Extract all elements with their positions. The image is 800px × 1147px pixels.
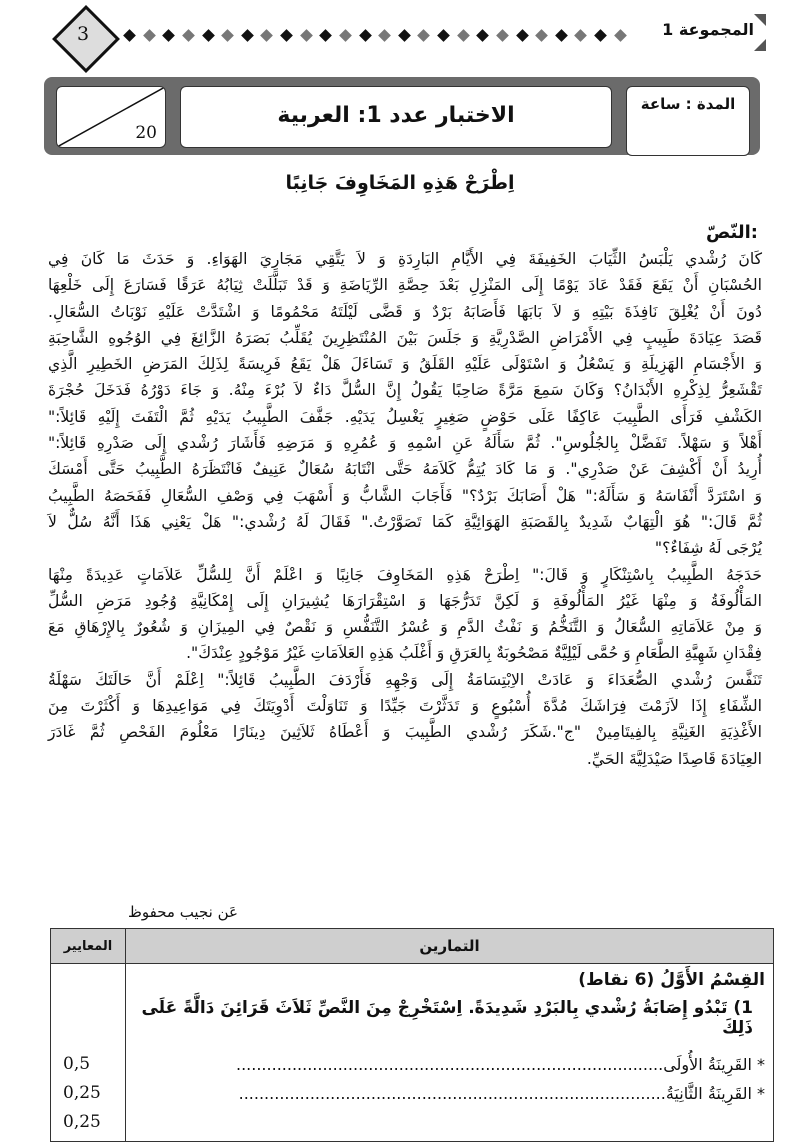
passage-line: قَصَدَ عِيَادَةَ طَبِيبٍ فِي الأَمْرَاضِ الصَّدْرِيَّةِ وَ جَلَسَ بَيْنَ المُنْتَظِرِينَ يُقَلِّبُ بَصَرَهُ الزَّائِغَ فِي الوُجُوهِ الشَّاحِبَةِ: [48, 328, 762, 347]
passage-line: وَ اسْتَرَدَّ أَنْفَاسَهُ وَ سَأَلَهُ:" هَلْ أَصَابَكَ بَرْدٌ؟" فَأَجَابَ الشَّابُّ وَ أَسْهَبَ فِي وَصْفِ السُّعَالِ فَفَحَصَهُ الطَّبِيبُ: [48, 486, 762, 505]
exercises-table: [50, 928, 774, 1142]
passage-line: أَهْلاً وَ سَهْلاً. تَفَضَّلْ بِالجُلُوسِ". ثُمَّ سَأَلَهُ عَنِ اسْمِهِ وَ عُمُرِهِ وَ مَرَضِهِ فَأَشَارَ رُشْدي إِلَى صَدْرِهِ قَائِلاً:": [48, 434, 762, 453]
passage-line: كَانَ رُشْدي يَلْبَسُ الثِّيَابَ الخَفِيفَةَ فِي الأَيَّامِ البَارِدَةِ وَ لاَ يَتَّقِي مَجَارِيَ الهَوَاءِ. وَ حَدَثَ مَا كَانَ فِي: [48, 250, 762, 268]
passage-line: المَأْلُوفَةُ وَ مِنْهَا غَيْرُ المَأْلُوفَةِ وَ لَكِنَّ تَدَرُّجَهَا وَ اسْتِقْرَارَهَا يُشِيرَانِ إِلَى إِمْكَانِيَّةِ وُجُودِ مَرَضِ السُّلِّ: [48, 591, 762, 610]
passage-line: وَ مِنْ عَلاَمَاتِهِ السُّعَالُ وَ التَّنَخُّمُ وَ نَفْثُ الدَّمِ وَ عُسْرُ التَّنَفُّسِ وَ نَقْصٌ فِي المِيزَانِ وَ شُعُورٌ بِالإِرْهَاقِ مَعَ: [48, 618, 762, 637]
text-title: اِطْرَحْ هَذِهِ المَخَاوِفَ جَانِبًا: [285, 172, 515, 194]
criteria-header: المعايير: [51, 929, 126, 964]
question-1: 1) تَبْدُو إِصَابَةُ رُشْدي بِالبَرْدِ شَدِيدَةً. اِسْتَخْرِجْ مِنَ النَّصِّ ثَلاَثَ قَرَائِنَ دَالَّةً عَلَى ذَلِكَ: [141, 998, 753, 1038]
passage-line: تَنَفَّسَ رُشْدي الصُّعَدَاءَ وَ عَادَتْ الاِبْتِسَامَةُ إِلَى وَجْهِهِ فَأَرْدَفَ الطَّبِيبُ قَائِلاً:" اِعْلَمْ أَنَّ حَالَتَكَ سَهْلَةُ: [48, 670, 762, 689]
passage: [48, 246, 762, 772]
answer-line-blank: [134, 1108, 765, 1137]
passage-line: الحُسْبَانِ أَنْ يَقَعَ فَقَدْ عَادَ يَوْمًا إِلَى المَنْزِلِ بَعْدَ حِصَّةِ الرِّيَاضَةِ وَ قَدْ تَبَلَّلَتْ ثِيَابُهُ عَرَقًا فَسَارَعَ إِلَى خَلْعِهَا: [48, 276, 762, 295]
exercises-header: التمارين: [126, 929, 774, 964]
score-box: [56, 86, 166, 148]
passage-line: يُرْجَى لَهُ شِفَاءٌ؟": [654, 539, 762, 558]
exam-header: [44, 77, 760, 155]
page-number: 3: [76, 23, 90, 45]
exercises-cell: [126, 964, 774, 1142]
group-label: المجموعة 1: [654, 16, 762, 43]
passage-line: تَقْشَعِرُّ لِذِكْرِهِ الأَبْدَانُ؟ وَكَانَ سَمِعَ مَرَّةً صَاحِبًا يَقُولُ إِنَّ السُّلَّ دَاءٌ لاَ بُرْءَ مِنْهُ. وَ جَاءَ دَوْرُهُ فَدَخَلَ حُجْرَةَ: [48, 381, 762, 400]
section-title: القِسْمُ الأَوَّلُ (6 نقاط): [578, 970, 765, 990]
exam-title: الاختبار عدد 1: العربية: [180, 86, 612, 148]
page-number-badge: [52, 5, 114, 67]
exam-duration: المدة : ساعة: [626, 86, 750, 156]
criterion-score: 0,25: [63, 1112, 101, 1132]
passage-line: العِيَادَةَ قَاصِدًا صَيْدَلِيَّةَ الحَيِّ.: [586, 749, 762, 768]
text-label: النّصّ:: [705, 222, 758, 243]
score-total: 20: [135, 123, 157, 143]
passage-line: حَدَجَهُ الطَّبِيبُ بِاسْتِنْكَارٍ وَ قَالَ:" اِطْرَحْ هَذِهِ المَخَاوِفَ جَانِبًا وَ اعْلَمْ أَنَّ لِلسُّلِّ عَلاَمَاتٍ عَدِيدَةً مِنْهَا: [48, 565, 762, 584]
answer-line-2[interactable]: * القَرِينَةُ الثَّانِيَةُ....................................................................................: [238, 1084, 765, 1103]
passage-line: وَ الأَجْسَامِ الهَزِيلَةِ وَ يَسْعُلُ وَ اسْتَوْلَى عَلَيْهِ القَلَقُ وَ تَسَاءَلَ هَلْ يَقَعُ فَرِيسَةً لِذَلِكَ المَرَضِ الخَطِيرِ الَّذِي: [48, 355, 762, 374]
criteria-cell: [51, 964, 126, 1142]
passage-line: الكَشْفِ فَرَأَى الطَّبِيبَ عَاكِفًا عَلَى حَوْضٍ صَغِيرٍ يَغْسِلُ يَدَيْهِ. جَفَّفَ الطَّبِيبُ يَدَيْهِ ثُمَّ الْتَفَتَ إِلَيْهِ قَائِلاً:": [48, 407, 762, 426]
passage-line: الشِّفَاءِ إِذَا لاَزَمْتَ فِرَاشَكَ مُدَّةَ أُسْبُوعٍ وَ تَدَثَّرْتَ جَيِّدًا وَ تَنَاوَلْتَ أَدْوِيَتَكَ فِي مَوَاعِيدِهَا وَ أَكْثَرْتَ مِنَ: [48, 697, 762, 716]
passage-line: أُرِيدُ أَنْ أَكْشِفَ عَنْ صَدْرِي". وَ مَا كَادَ يُتِمُّ كَلاَمَهُ حَتَّى انْتَابَهُ سُعَالٌ عَنِيفٌ فَانْتَظَرَهُ الطَّبِيبُ حَتَّى أَمْسَكَ: [48, 460, 762, 479]
answer-line-1[interactable]: * القَرِينَةُ الأُولَى....................................................................................: [236, 1055, 765, 1074]
passage-line: دُونَ أَنْ يُغْلِقَ نَافِذَةَ بَيْتِهِ وَ لاَ بَابَهَا فَأَصَابَهُ بَرْدٌ وَ قَضَّى لَيْلَتَهُ مَحْمُومًا وَ اشْتَدَّتْ عَلَيْهِ نَوْبَاتُ السُّعَالِ.: [48, 302, 762, 321]
decorative-diamond-border: [125, 20, 625, 50]
passage-line: فِقْدَانِ شَهِيَّةِ الطَّعَامِ وَ حُمَّى لَيْلِيَّةٌ مَصْحُوبَةٌ بِالعَرَقِ وَ أَغْلَبُ هَذِهِ العَلاَمَاتِ غَيْرُ مَوْجُودٍ عِنْدَكَ".: [186, 644, 762, 663]
criterion-score: 0,5: [63, 1054, 91, 1074]
author-credit: عَن نجيب محفوظ: [128, 903, 238, 921]
passage-line: الأَغْذِيَةِ الغَنِيَّةِ بِالفِيتَامِينْ "ج".شَكَرَ رُشْدي الطَّبِيبَ وَ أَعْطَاهُ ثَلاَثِينَ دِينَارًا مَعْلُومَ الفَحْصِ ثُمَّ غَادَرَ: [48, 723, 762, 742]
criterion-score: 0,25: [63, 1083, 101, 1103]
passage-line: ثُمَّ قَالَ:" هُوَ الْتِهَابٌ شَدِيدٌ بِالقَصَبَةِ الهَوَائِيَّةِ كَمَا تَصَوَّرْتُ." فَقَالَ لَهُ رُشْدي:" هَلْ يَعْنِي هَذَا أَنَّهُ سُلٌّ لاَ: [48, 512, 762, 531]
